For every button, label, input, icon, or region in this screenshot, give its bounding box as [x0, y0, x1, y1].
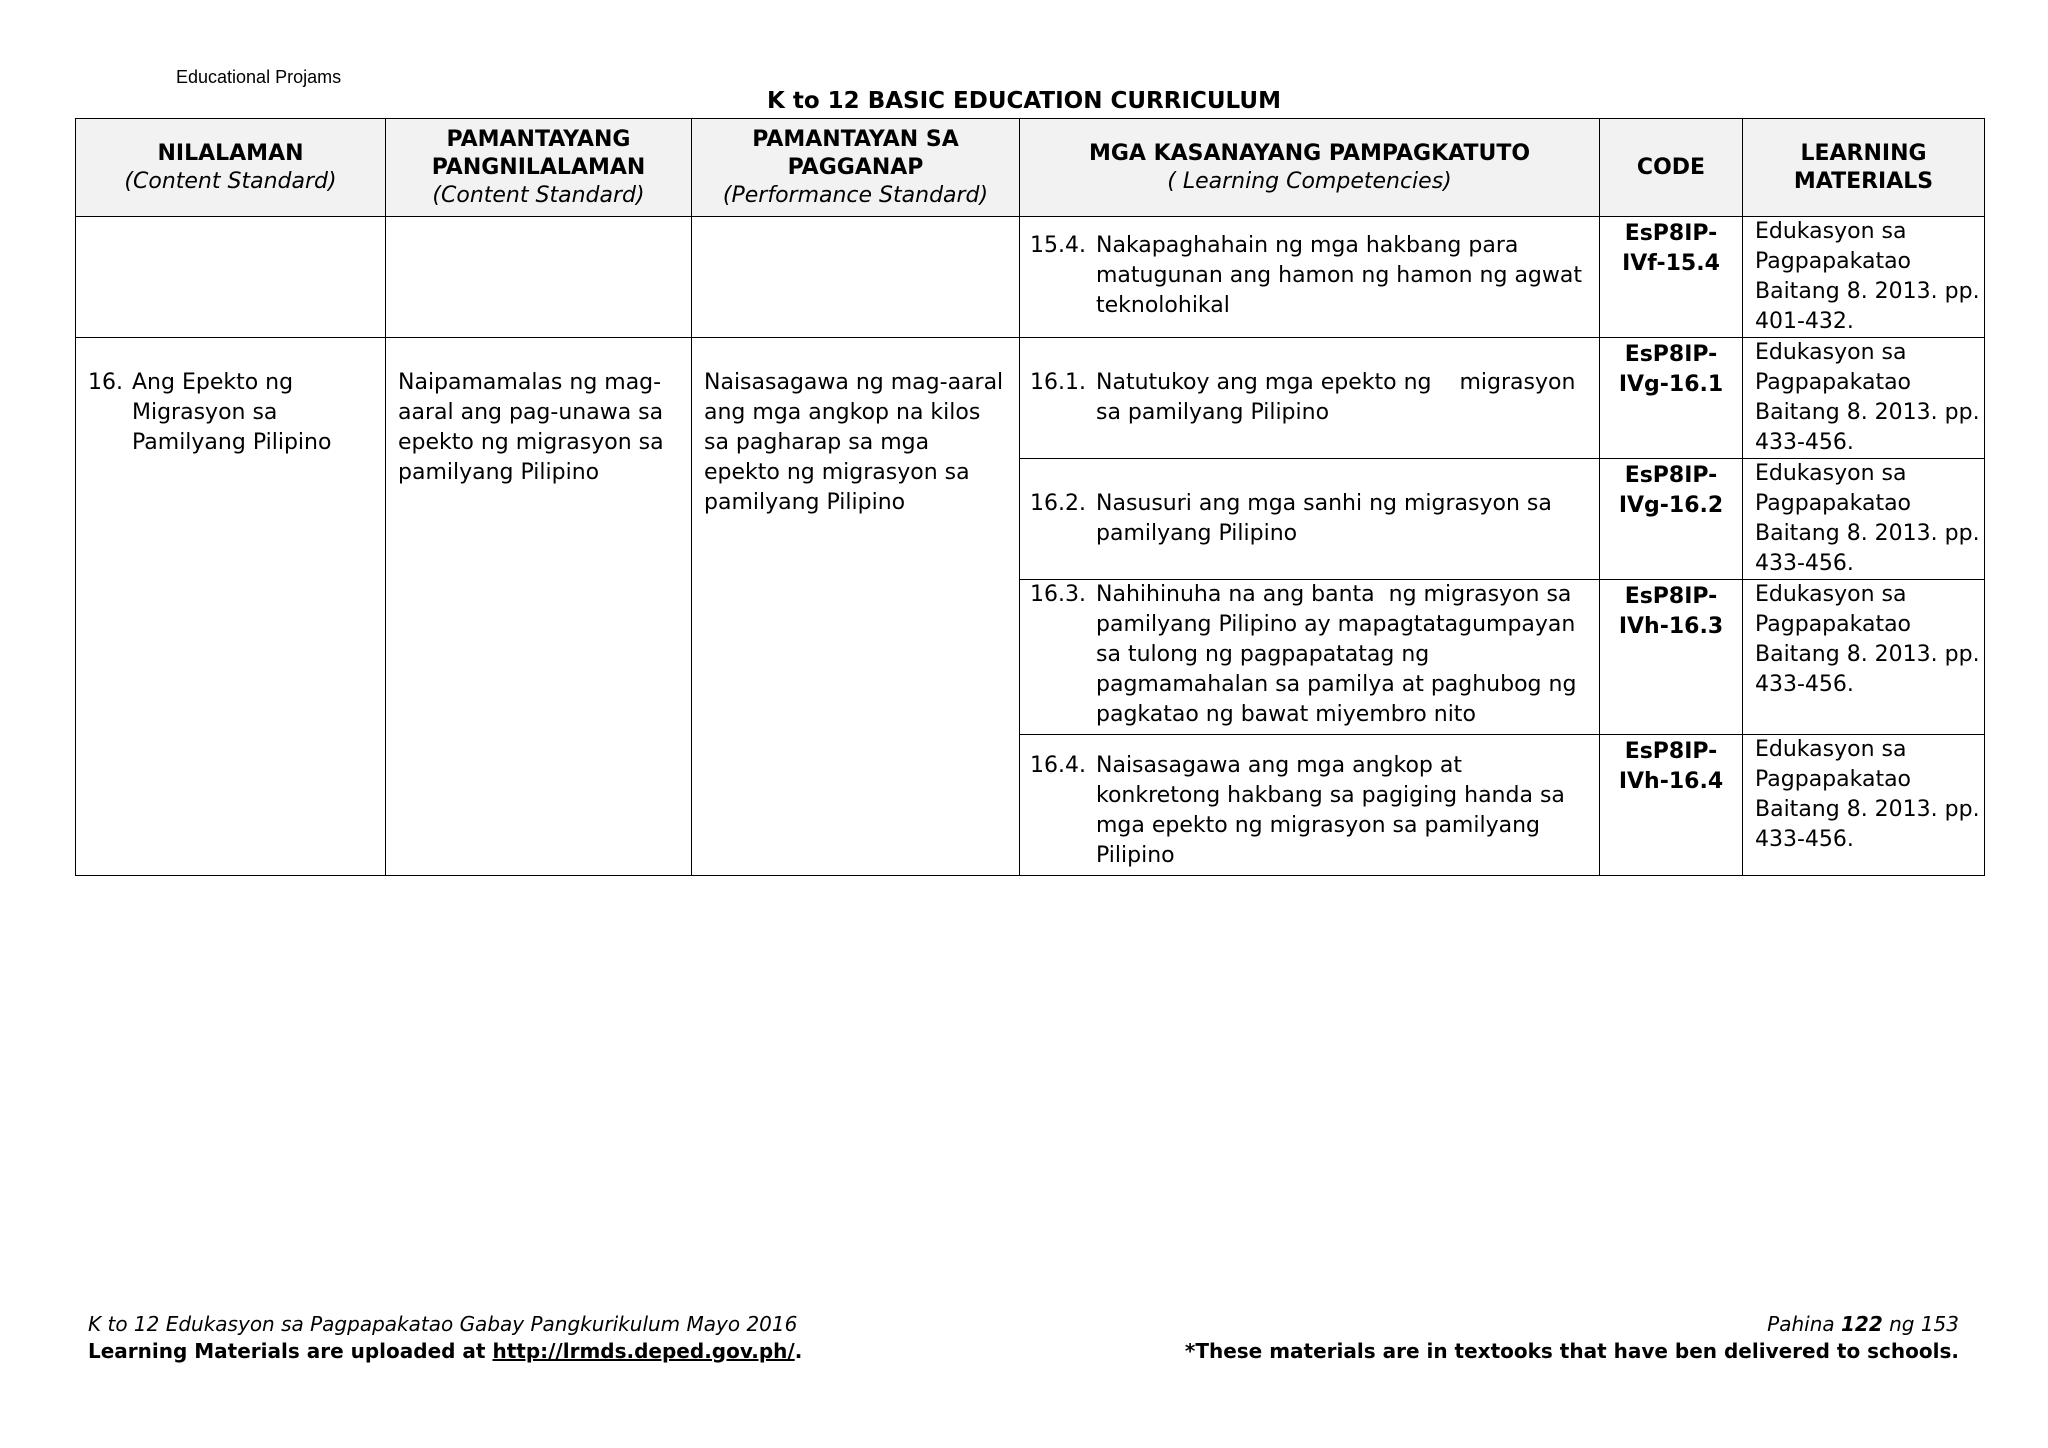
competency-cell: [1020, 217, 1600, 338]
curriculum-table: [75, 118, 1985, 876]
code-cell: EsP8IP-IVg-16.1: [1600, 338, 1743, 459]
header-title: MGA KASANAYANG PAMPAGKATUTO: [1088, 140, 1531, 166]
competency-cell: [1020, 459, 1600, 580]
competency-text: Nakapaghahain ng mga hakbang para matugunan ang hamon ng hamon ng agwat teknolohikal: [1096, 233, 1582, 318]
header-subtitle: (Content Standard): [432, 182, 645, 208]
competency-text: Natutukoy ang mga epekto ng migrasyon sa pamilyang Pilipino: [1096, 370, 1583, 425]
header-subtitle: ( Learning Competencies): [1167, 168, 1452, 194]
code-cell: EsP8IP-IVh-16.4: [1600, 735, 1743, 876]
competency-cell: [1020, 735, 1600, 876]
competency-number: 15.4.: [1030, 233, 1086, 258]
page-number: 122: [1840, 1312, 1883, 1336]
table-row: [76, 217, 1985, 338]
empty-cell: [76, 217, 386, 338]
competency-text: Nasusuri ang mga sanhi ng migrasyon sa pamilyang Pilipino: [1096, 491, 1552, 546]
header-title: PAMANTAYANG PANGNILALAMAN: [431, 126, 646, 180]
header-cell-content-standard: [386, 119, 692, 217]
materials-cell: Edukasyon sa Pagpapakatao Baitang 8. 2013. pp. 401-432.: [1743, 217, 1985, 338]
lrmds-link[interactable]: http://lrmds.deped.gov.ph/: [492, 1339, 795, 1363]
header-cell-materials: [1743, 119, 1985, 217]
header-cell-code: [1600, 119, 1743, 217]
footer-left: [88, 1311, 802, 1365]
competency-cell: [1020, 338, 1600, 459]
footer-right: [1185, 1311, 1959, 1365]
header-subtitle: (Performance Standard): [722, 182, 989, 208]
page-indicator: [1185, 1311, 1959, 1338]
header-title: CODE: [1636, 154, 1706, 180]
code-cell: EsP8IP-IVg-16.2: [1600, 459, 1743, 580]
page-suffix: ng 153: [1882, 1312, 1959, 1336]
materials-cell: Edukasyon sa Pagpapakatao Baitang 8. 2013. pp. 433-456.: [1743, 580, 1985, 735]
materials-cell: Edukasyon sa Pagpapakatao Baitang 8. 2013. pp. 433-456.: [1743, 338, 1985, 459]
content-standard-cell: Naipamamalas ng mag-aaral ang pag-unawa sa epekto ng migrasyon sa pamilyang Pilipino: [386, 338, 692, 876]
code-cell: EsP8IP-IVh-16.3: [1600, 580, 1743, 735]
footer-guide-title: K to 12 Edukasyon sa Pagpapakatao Gabay Pangkurikulum Mayo 2016: [88, 1312, 798, 1336]
competency-number: 16.4.: [1030, 753, 1086, 778]
header-cell-performance-standard: [692, 119, 1020, 217]
competency-number: 16.3.: [1030, 582, 1086, 607]
header-title: PAMANTAYAN SA PAGGANAP: [752, 126, 959, 180]
materials-cell: Edukasyon sa Pagpapakatao Baitang 8. 2013. pp. 433-456.: [1743, 735, 1985, 876]
header-cell-content: [76, 119, 386, 217]
footer-materials-note: *These materials are in textooks that have ben delivered to schools.: [1184, 1339, 1959, 1363]
document-title: K to 12 BASIC EDUCATION CURRICULUM: [767, 88, 1281, 114]
header-title: NILALAMAN: [157, 140, 304, 166]
footer-upload-suffix: .: [794, 1339, 803, 1363]
table-row: [76, 338, 1985, 459]
competency-text: Nahihinuha na ang banta ng migrasyon sa pamilyang Pilipino ay mapagtatagumpayan sa tulong ng pagpapatatag ng pagmamahalan sa pamilya at paghubog ng pagkatao ng bawat miyembro nito: [1096, 582, 1584, 727]
competency-text: Naisasagawa ang mga angkop at konkretong hakbang sa pagiging handa sa mga epekto ng migrasyon sa pamilyang Pilipino: [1096, 753, 1565, 868]
competency-number: 16.1.: [1030, 370, 1086, 395]
empty-cell: [386, 217, 692, 338]
topic-number: 16.: [88, 370, 123, 395]
topic-cell: [76, 338, 386, 876]
footer-upload-note: [88, 1338, 802, 1365]
code-cell: EsP8IP-IVf-15.4: [1600, 217, 1743, 338]
competency-number: 16.2.: [1030, 491, 1086, 516]
materials-cell: Edukasyon sa Pagpapakatao Baitang 8. 2013. pp. 433-456.: [1743, 459, 1985, 580]
topic-text: Ang Epekto ng Migrasyon sa Pamilyang Pilipino: [132, 370, 332, 455]
header-subtitle: (Content Standard): [124, 168, 337, 194]
empty-cell: [692, 217, 1020, 338]
header-title: LEARNING MATERIALS: [1793, 140, 1934, 194]
watermark-text: Educational Projams: [176, 67, 342, 87]
footer-upload-prefix: Learning Materials are uploaded at: [88, 1339, 493, 1363]
header-cell-competencies: [1020, 119, 1600, 217]
competency-cell: [1020, 580, 1600, 735]
performance-standard-cell: Naisasagawa ng mag-aaral ang mga angkop na kilos sa pagharap sa mga epekto ng migrasyon sa pamilyang Pilipino: [692, 338, 1020, 876]
table-header: [76, 119, 1985, 217]
page-prefix: Pahina: [1767, 1312, 1841, 1336]
